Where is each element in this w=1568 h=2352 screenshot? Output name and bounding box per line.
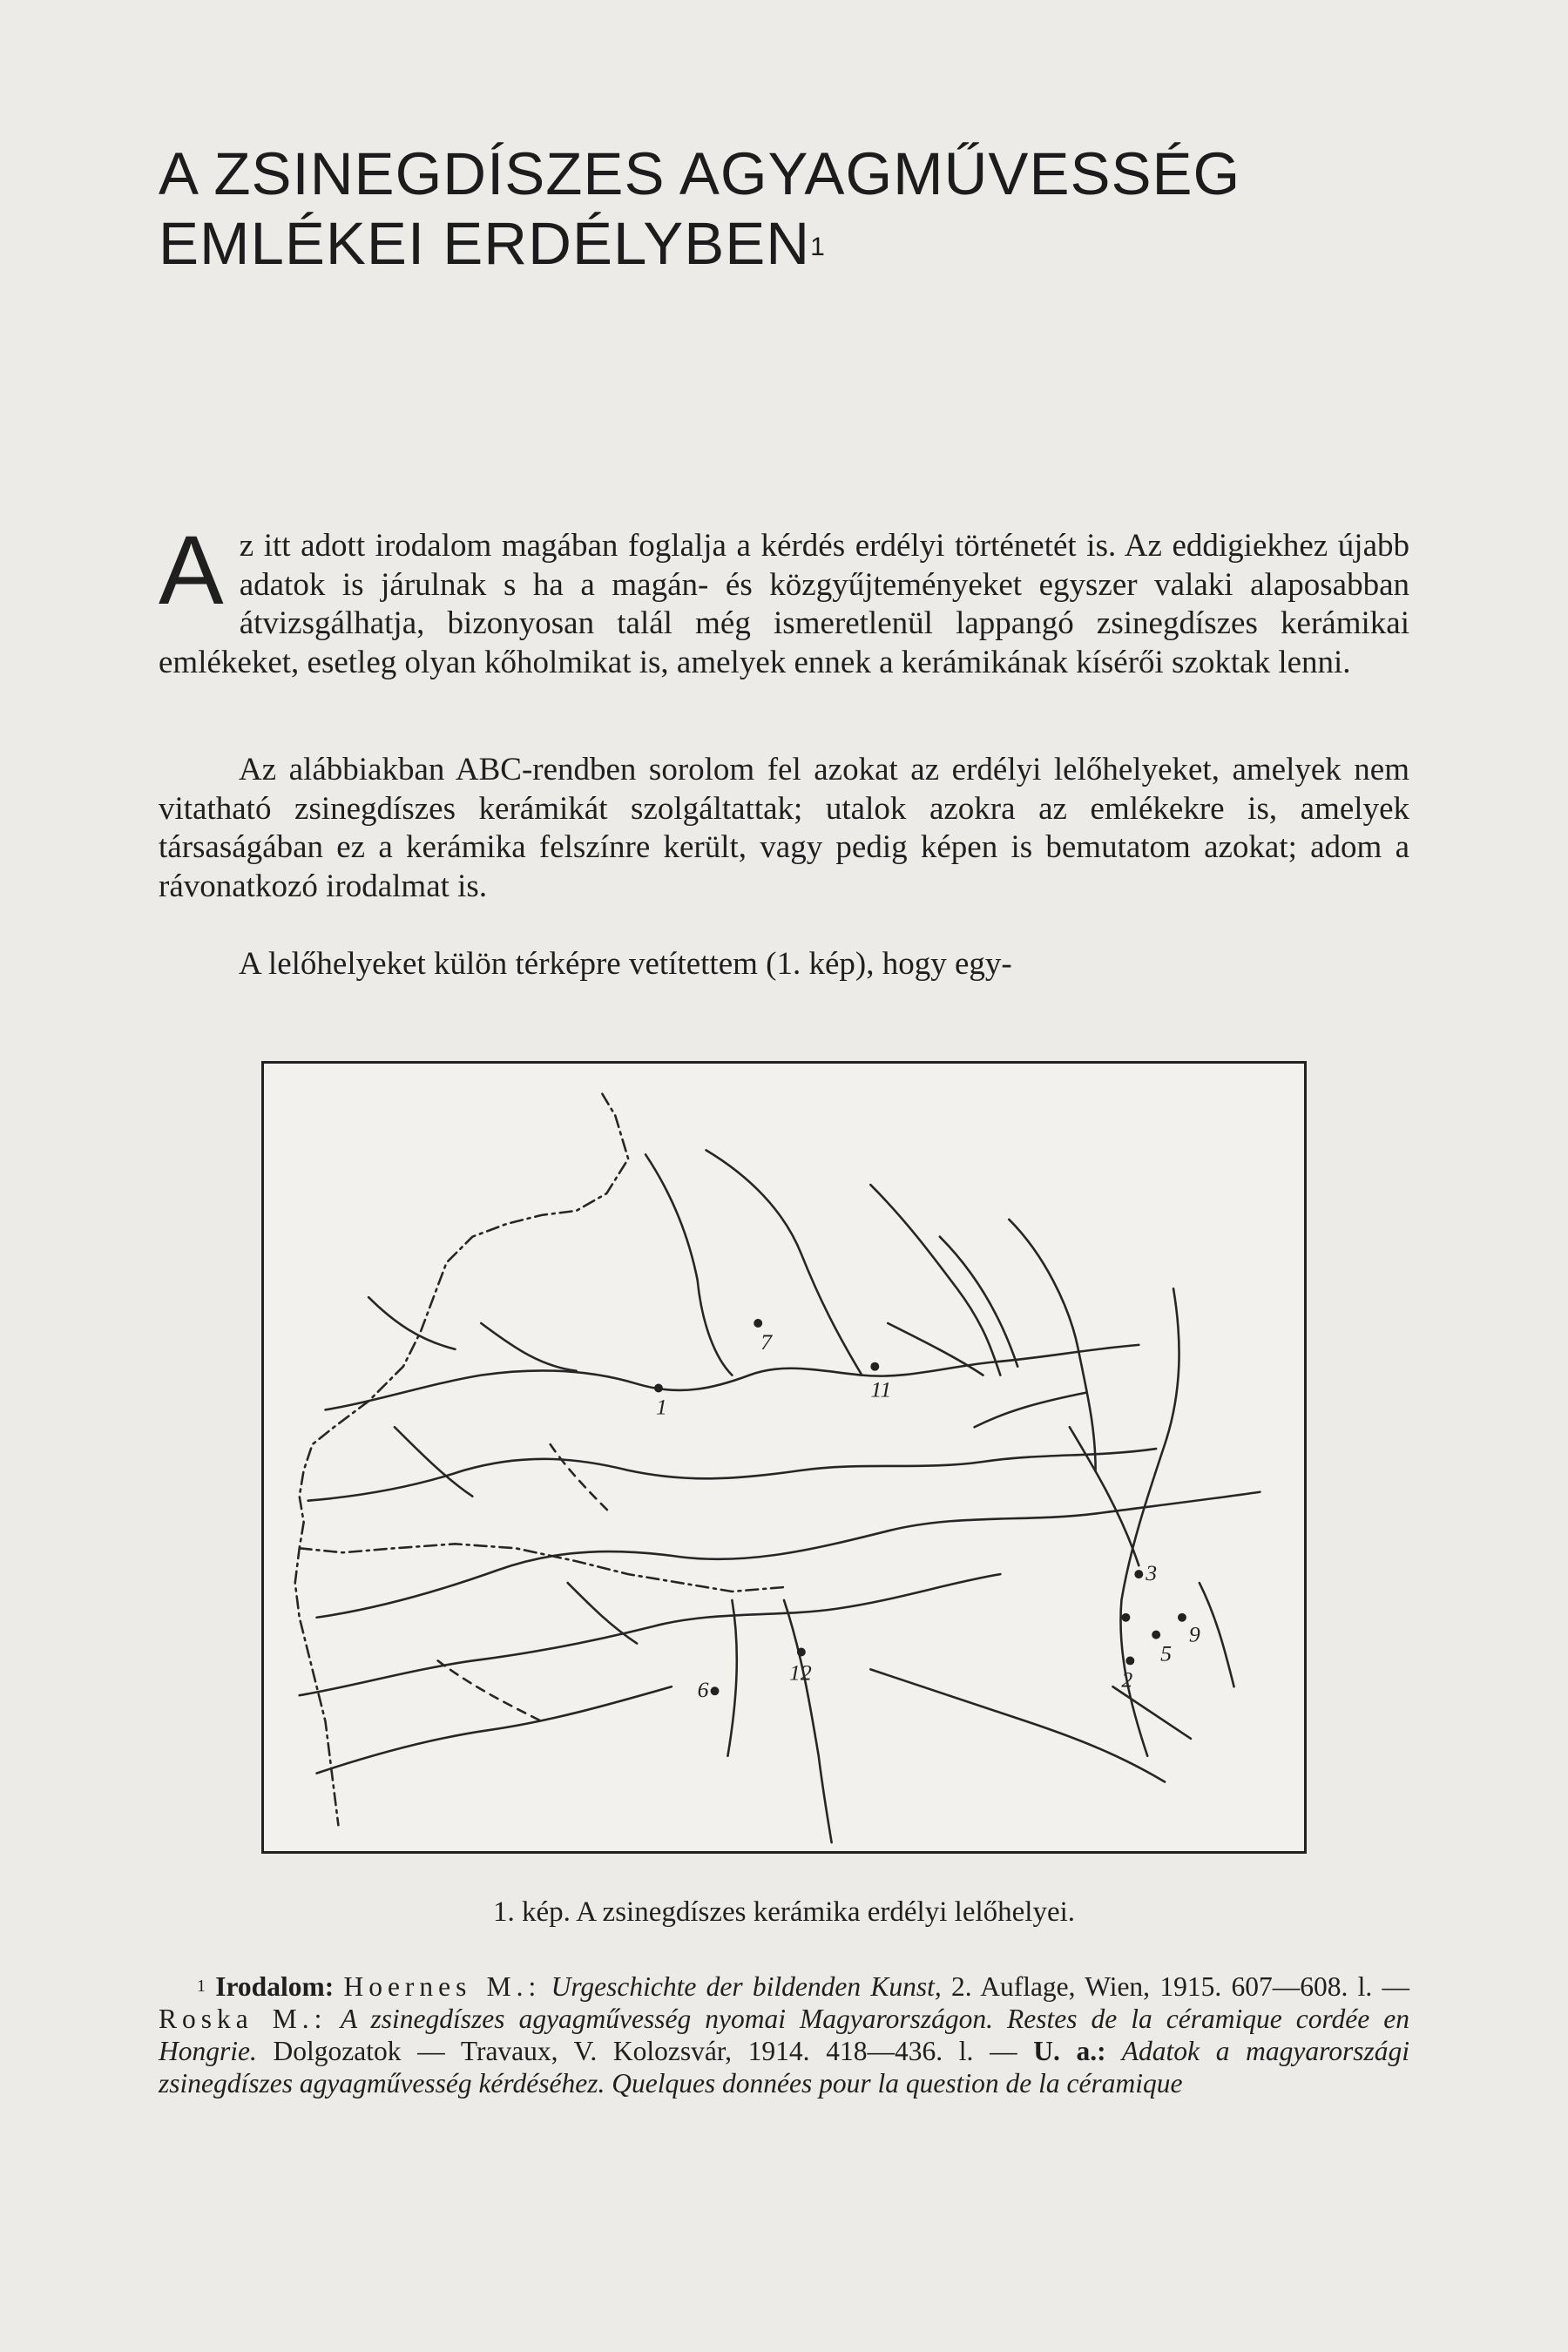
paragraph-2: Az alábbiakban ABC-rendben sorolom fel azokat az erdélyi lelőhelyeket, amelyek nem vitatható zsinegdíszes kerámikát szolgáltattak; utalok azokra az emlékekre is, amelyek társaságában ez a kerámika felszínre került, vagy pedig képen is bemutatom azokat; adom a rávonatkozó irodalmat is. (159, 752, 1409, 904)
footnote-label: Irodalom: (215, 1971, 335, 2002)
site-label: 5 (1160, 1640, 1173, 1666)
footnote-work: Urgeschichte der bildenden Kunst, (551, 1971, 942, 2002)
site-marker (1152, 1631, 1160, 1639)
footnote-work: A zsinegdíszes agyagművesség nyomai Magyarországon. Restes de la céramique cordée en Hongrie. (159, 2004, 1409, 2066)
footnote-details: Dolgozatok — Travaux, V. Kolozsvár, 1914. 418—436. l. — (256, 2036, 1034, 2066)
river (1200, 1583, 1234, 1686)
river (551, 1444, 612, 1513)
river (975, 1392, 1087, 1427)
river (308, 1449, 1157, 1501)
river (645, 1154, 732, 1375)
footnote (159, 1970, 1409, 2099)
river (325, 1345, 1139, 1410)
site-label: 12 (788, 1659, 812, 1686)
river (706, 1150, 862, 1375)
site-marker (1121, 1613, 1130, 1622)
footnote-details: 2. Auflage, Wien, 1915. 607—608. l. — (941, 1971, 1409, 2002)
river (481, 1323, 576, 1371)
site-marker (870, 1362, 879, 1371)
site-label: 6 (697, 1677, 709, 1703)
site-marker (1125, 1656, 1134, 1665)
title-footnote-ref: 1 (810, 233, 826, 261)
river (784, 1600, 832, 1842)
site-marker (654, 1384, 663, 1393)
paragraph-1 (159, 516, 1409, 682)
paragraph-1-text: z itt adott irodalom magában foglalja a kérdés erdélyi történetét is. Az eddigiekhez újabb adatok is járulnak s ha a magán- és közgyűjteményeket egyszer valaki alaposabban átvizsgálhatja, bizonyosan talál még ismeretlenül lappangó zsinegdíszes kerámikai emlékeket, esetleg olyan kőholmikat is, amelyek ennek a kerámikának kísérői szoktak lenni. (159, 528, 1409, 680)
figure-caption: 1. kép. A zsinegdíszes kerámika erdélyi lelőhelyei. (492, 1896, 1076, 1928)
river (870, 1669, 1165, 1781)
site-label: 11 (870, 1376, 892, 1402)
site-marker (797, 1648, 806, 1657)
river (317, 1686, 672, 1773)
paragraph-3: A lelőhelyeket külön térképre vetítettem (1. kép), hogy egy- (239, 946, 1012, 982)
river (317, 1492, 1260, 1618)
river (1009, 1220, 1095, 1470)
footnote-work: Adatok a magyarországi zsinegdíszes agyagművesség kérdéséhez. Quelques données pour la question de la céramique (159, 2036, 1409, 2099)
border-line (295, 1094, 628, 1825)
title-line-1: A ZSINEGDÍSZES AGYAGMŰVESSÉG (159, 140, 1241, 207)
site-label: 9 (1188, 1621, 1200, 1647)
river (1112, 1686, 1190, 1739)
drop-cap: A (159, 516, 224, 625)
river (368, 1297, 455, 1349)
site-marker (1134, 1570, 1143, 1578)
river (940, 1237, 1017, 1367)
footnote-mark: 1 (197, 1977, 206, 1996)
article-title (159, 139, 1378, 279)
site-label: 7 (760, 1328, 773, 1355)
site-marker (754, 1319, 762, 1328)
river (438, 1660, 542, 1721)
river (1070, 1427, 1139, 1565)
river (888, 1323, 983, 1375)
title-line-2: EMLÉKEI ERDÉLYBEN (159, 210, 811, 277)
footnote-author: Roska M.: (159, 2004, 328, 2034)
site-label: 1 (655, 1394, 667, 1420)
site-label: 3 (1146, 1560, 1158, 1586)
map-figure (261, 1061, 1307, 1854)
border-line-south (300, 1544, 784, 1592)
river (727, 1600, 736, 1756)
river-map (264, 1064, 1304, 1851)
site-marker (711, 1686, 720, 1695)
river (568, 1583, 637, 1644)
site-marker (1178, 1613, 1186, 1622)
footnote-author: Hoernes M.: (343, 1971, 542, 2002)
footnote-author: U. a.: (1033, 2036, 1106, 2066)
site-label: 2 (1121, 1666, 1133, 1693)
